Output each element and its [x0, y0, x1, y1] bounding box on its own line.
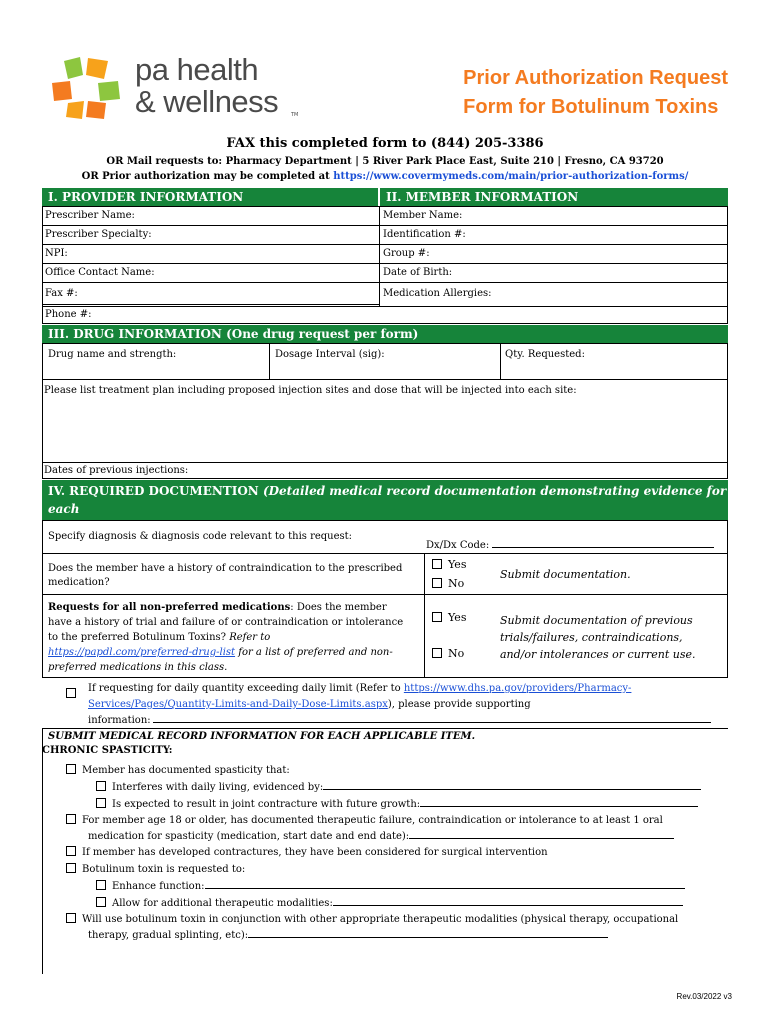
contracture-item[interactable] [96, 797, 698, 810]
prescriber-name-field[interactable]: Prescriber Name: [42, 207, 379, 226]
docs-heading-bold: IV. REQUIRED DOCUMENTION [48, 484, 263, 498]
dob-field[interactable]: Date of Birth: [380, 264, 728, 283]
diagnosis-label: Specify diagnosis & diagnosis code relevant to this request: [48, 531, 353, 542]
daily-limit-checkbox[interactable] [66, 688, 76, 698]
conjunction-line[interactable] [248, 928, 608, 938]
conjunction-line2: therapy, gradual splinting, etc): [88, 930, 249, 941]
chronic-spasticity-heading: CHRONIC SPASTICITY: [42, 745, 173, 756]
dx-code-line[interactable] [492, 538, 714, 548]
daily-limit-checkbox-wrap[interactable] [66, 682, 82, 701]
member-heading: II. MEMBER INFORMATION [380, 188, 728, 206]
age18-line2: medication for spasticity (medication, start date and end date): [88, 831, 410, 842]
daily-limit-prefix: If requesting for daily quantity exceeding daily limit (Refer to [88, 683, 404, 694]
nonpref-line5: preferred medications in this class. [48, 662, 228, 673]
drug-table [42, 343, 728, 479]
surgical-checkbox[interactable] [66, 846, 76, 856]
submit-prev-note [500, 612, 696, 663]
pa-line-prefix: OR Prior authorization may be completed at [81, 171, 334, 182]
toxin-requested-checkbox[interactable] [66, 863, 76, 873]
daily-limit-suffix: ), please provide supporting [387, 699, 531, 710]
contracture-checkbox[interactable] [96, 798, 106, 808]
contra-yes-label: Yes [448, 558, 467, 571]
age18-checkbox[interactable] [66, 814, 76, 824]
enhance-line[interactable] [205, 879, 685, 889]
spasticity-checkbox[interactable] [66, 764, 76, 774]
conjunction-checkbox[interactable] [66, 913, 76, 923]
identification-field[interactable]: Identification #: [380, 226, 728, 245]
qty-field[interactable]: Qty. Requested: [505, 349, 585, 360]
nonpref-no-label: No [448, 647, 465, 660]
contracture-line[interactable] [420, 797, 698, 807]
office-contact-field[interactable]: Office Contact Name: [42, 264, 379, 283]
conjunction-item[interactable] [66, 912, 678, 944]
interferes-label: Interferes with daily living, evidenced by: [112, 782, 324, 793]
medical-heading: SUBMIT MEDICAL RECORD INFORMATION FOR EACH APPLICABLE ITEM. [48, 731, 476, 742]
dx-code-label: Dx/Dx Code: [426, 540, 490, 551]
npi-field[interactable]: NPI: [42, 245, 379, 264]
submit-prev-line1: Submit documentation of previous [500, 614, 693, 627]
surgical-item[interactable] [66, 846, 548, 858]
pdl-link[interactable]: https://papdl.com/preferred-drug-list [48, 647, 236, 658]
contraindication-question [48, 562, 402, 590]
toxin-requested-item[interactable] [66, 863, 245, 875]
nonpref-bold: Requests for all non-preferred medications [48, 602, 291, 613]
allow-item[interactable] [96, 896, 683, 909]
provider-fields [42, 207, 379, 305]
logo-tm: TM [291, 112, 299, 118]
fax-line: FAX this completed form to (844) 205-3386 [226, 136, 544, 151]
nonpref-line2: have a history of trial and failure of or contraindication or intolerance [48, 617, 404, 628]
mail-line: OR Mail requests to: Pharmacy Department | 5 River Park Place East, Suite 210 | Fresno, CA 93720 [106, 156, 664, 167]
age18-item[interactable] [66, 813, 674, 845]
dhs-link-line1[interactable]: https://www.dhs.pa.gov/providers/Pharmacy- [403, 683, 632, 694]
allow-label: Allow for additional therapeutic modalities: [112, 898, 333, 909]
contra-q-line1: Does the member have a history of contraindication to the prescribed [48, 563, 403, 574]
spasticity-label: Member has documented spasticity that: [82, 765, 290, 776]
nonpref-question [48, 600, 422, 675]
prescriber-specialty-field[interactable]: Prescriber Specialty: [42, 226, 379, 245]
conjunction-line1: Will use botulinum toxin in conjunction with other appropriate therapeutic modalities (physical therapy, occupational [82, 914, 679, 925]
docs-heading-italic: (Detailed medical record documentation demonstrating evidence for each [48, 484, 727, 516]
phone-field[interactable]: Phone #: [45, 309, 92, 320]
submit-prev-line2: trials/failures, contraindications, [500, 631, 683, 644]
daily-limit-info-label: information: [88, 715, 151, 726]
nonpref-yes-checkbox[interactable] [432, 612, 442, 622]
title-line2: Form for Botulinum Toxins [463, 96, 719, 118]
previous-injections-field[interactable]: Dates of previous injections: [44, 465, 189, 476]
toxin-requested-label: Botulinum toxin is requested to: [82, 864, 246, 875]
revision-label: Rev.03/2022 v3 [676, 992, 732, 1001]
age18-line1: For member age 18 or older, has documented therapeutic failure, contraindication or intolerance to at least 1 oral [82, 815, 663, 826]
contra-q-line2: medication? [48, 577, 110, 588]
nonpref-line3-plain: to the preferred Botulinum Toxins? [48, 632, 230, 643]
submit-doc-note: Submit documentation. [500, 568, 631, 581]
dhs-link-line2[interactable]: Services/Pages/Quantity-Limits-and-Daily-Dose-Limits.aspx [88, 699, 388, 710]
interferes-checkbox[interactable] [96, 781, 106, 791]
form-title [463, 64, 728, 122]
contra-no-checkbox[interactable] [432, 578, 442, 588]
submit-prev-line3: and/or intolerances or current use. [500, 648, 696, 661]
allow-line[interactable] [333, 896, 683, 906]
nonpref-line4: for a list of preferred and non- [235, 647, 393, 658]
pa-line [0, 171, 770, 182]
spasticity-item[interactable] [66, 764, 290, 776]
logo-line1: pa health [135, 52, 259, 87]
member-name-field[interactable]: Member Name: [380, 207, 728, 226]
nonpref-no-checkbox[interactable] [432, 648, 442, 658]
nonpref-line1-rest: : Does the member [290, 602, 387, 613]
contra-yes-option[interactable] [432, 558, 466, 571]
interferes-item[interactable] [96, 780, 701, 793]
dosage-field[interactable]: Dosage Interval (sig): [275, 349, 385, 360]
enhance-checkbox[interactable] [96, 880, 106, 890]
logo-text [135, 54, 278, 118]
contra-no-label: No [448, 577, 465, 590]
nonpref-yes-option[interactable] [432, 611, 466, 624]
contra-yes-checkbox[interactable] [432, 559, 442, 569]
allergies-field[interactable]: Medication Allergies: [383, 288, 492, 299]
treatment-plan-field[interactable]: Please list treatment plan including proposed injection sites and dose that will be injected into each site: [44, 385, 577, 396]
enhance-label: Enhance function: [112, 881, 205, 892]
age18-line[interactable] [409, 829, 674, 839]
allow-checkbox[interactable] [96, 897, 106, 907]
enhance-item[interactable] [96, 879, 685, 892]
logo-line2: & wellness [135, 84, 279, 119]
daily-limit-text [88, 681, 728, 729]
nonpref-no-option[interactable] [432, 647, 464, 660]
contra-no-option[interactable] [432, 577, 464, 590]
fax-field[interactable]: Fax #: [42, 283, 379, 305]
covermymeds-link[interactable]: https://www.covermymeds.com/main/prior-authorization-forms/ [333, 171, 689, 182]
drug-name-field[interactable]: Drug name and strength: [48, 349, 177, 360]
nonpref-yes-label: Yes [448, 611, 467, 624]
interferes-line[interactable] [323, 780, 701, 790]
group-field[interactable]: Group #: [380, 245, 728, 264]
docs-heading-line2: item must be submitted with prior authorization request) [48, 520, 437, 534]
docs-heading [42, 480, 728, 534]
drug-heading: III. DRUG INFORMATION (One drug request per form) [42, 325, 728, 343]
member-fields [380, 207, 728, 305]
dx-code-field[interactable] [426, 538, 714, 551]
contracture-label: Is expected to result in joint contracture with future growth: [112, 799, 421, 810]
provider-heading: I. PROVIDER INFORMATION [42, 188, 378, 206]
surgical-label: If member has developed contractures, they have been considered for surgical intervention [82, 847, 548, 858]
daily-limit-info-line[interactable] [153, 713, 711, 723]
nonpref-line3-italic: Refer to [229, 632, 271, 643]
logo-mark [50, 55, 122, 121]
title-line1: Prior Authorization Request [463, 67, 728, 89]
